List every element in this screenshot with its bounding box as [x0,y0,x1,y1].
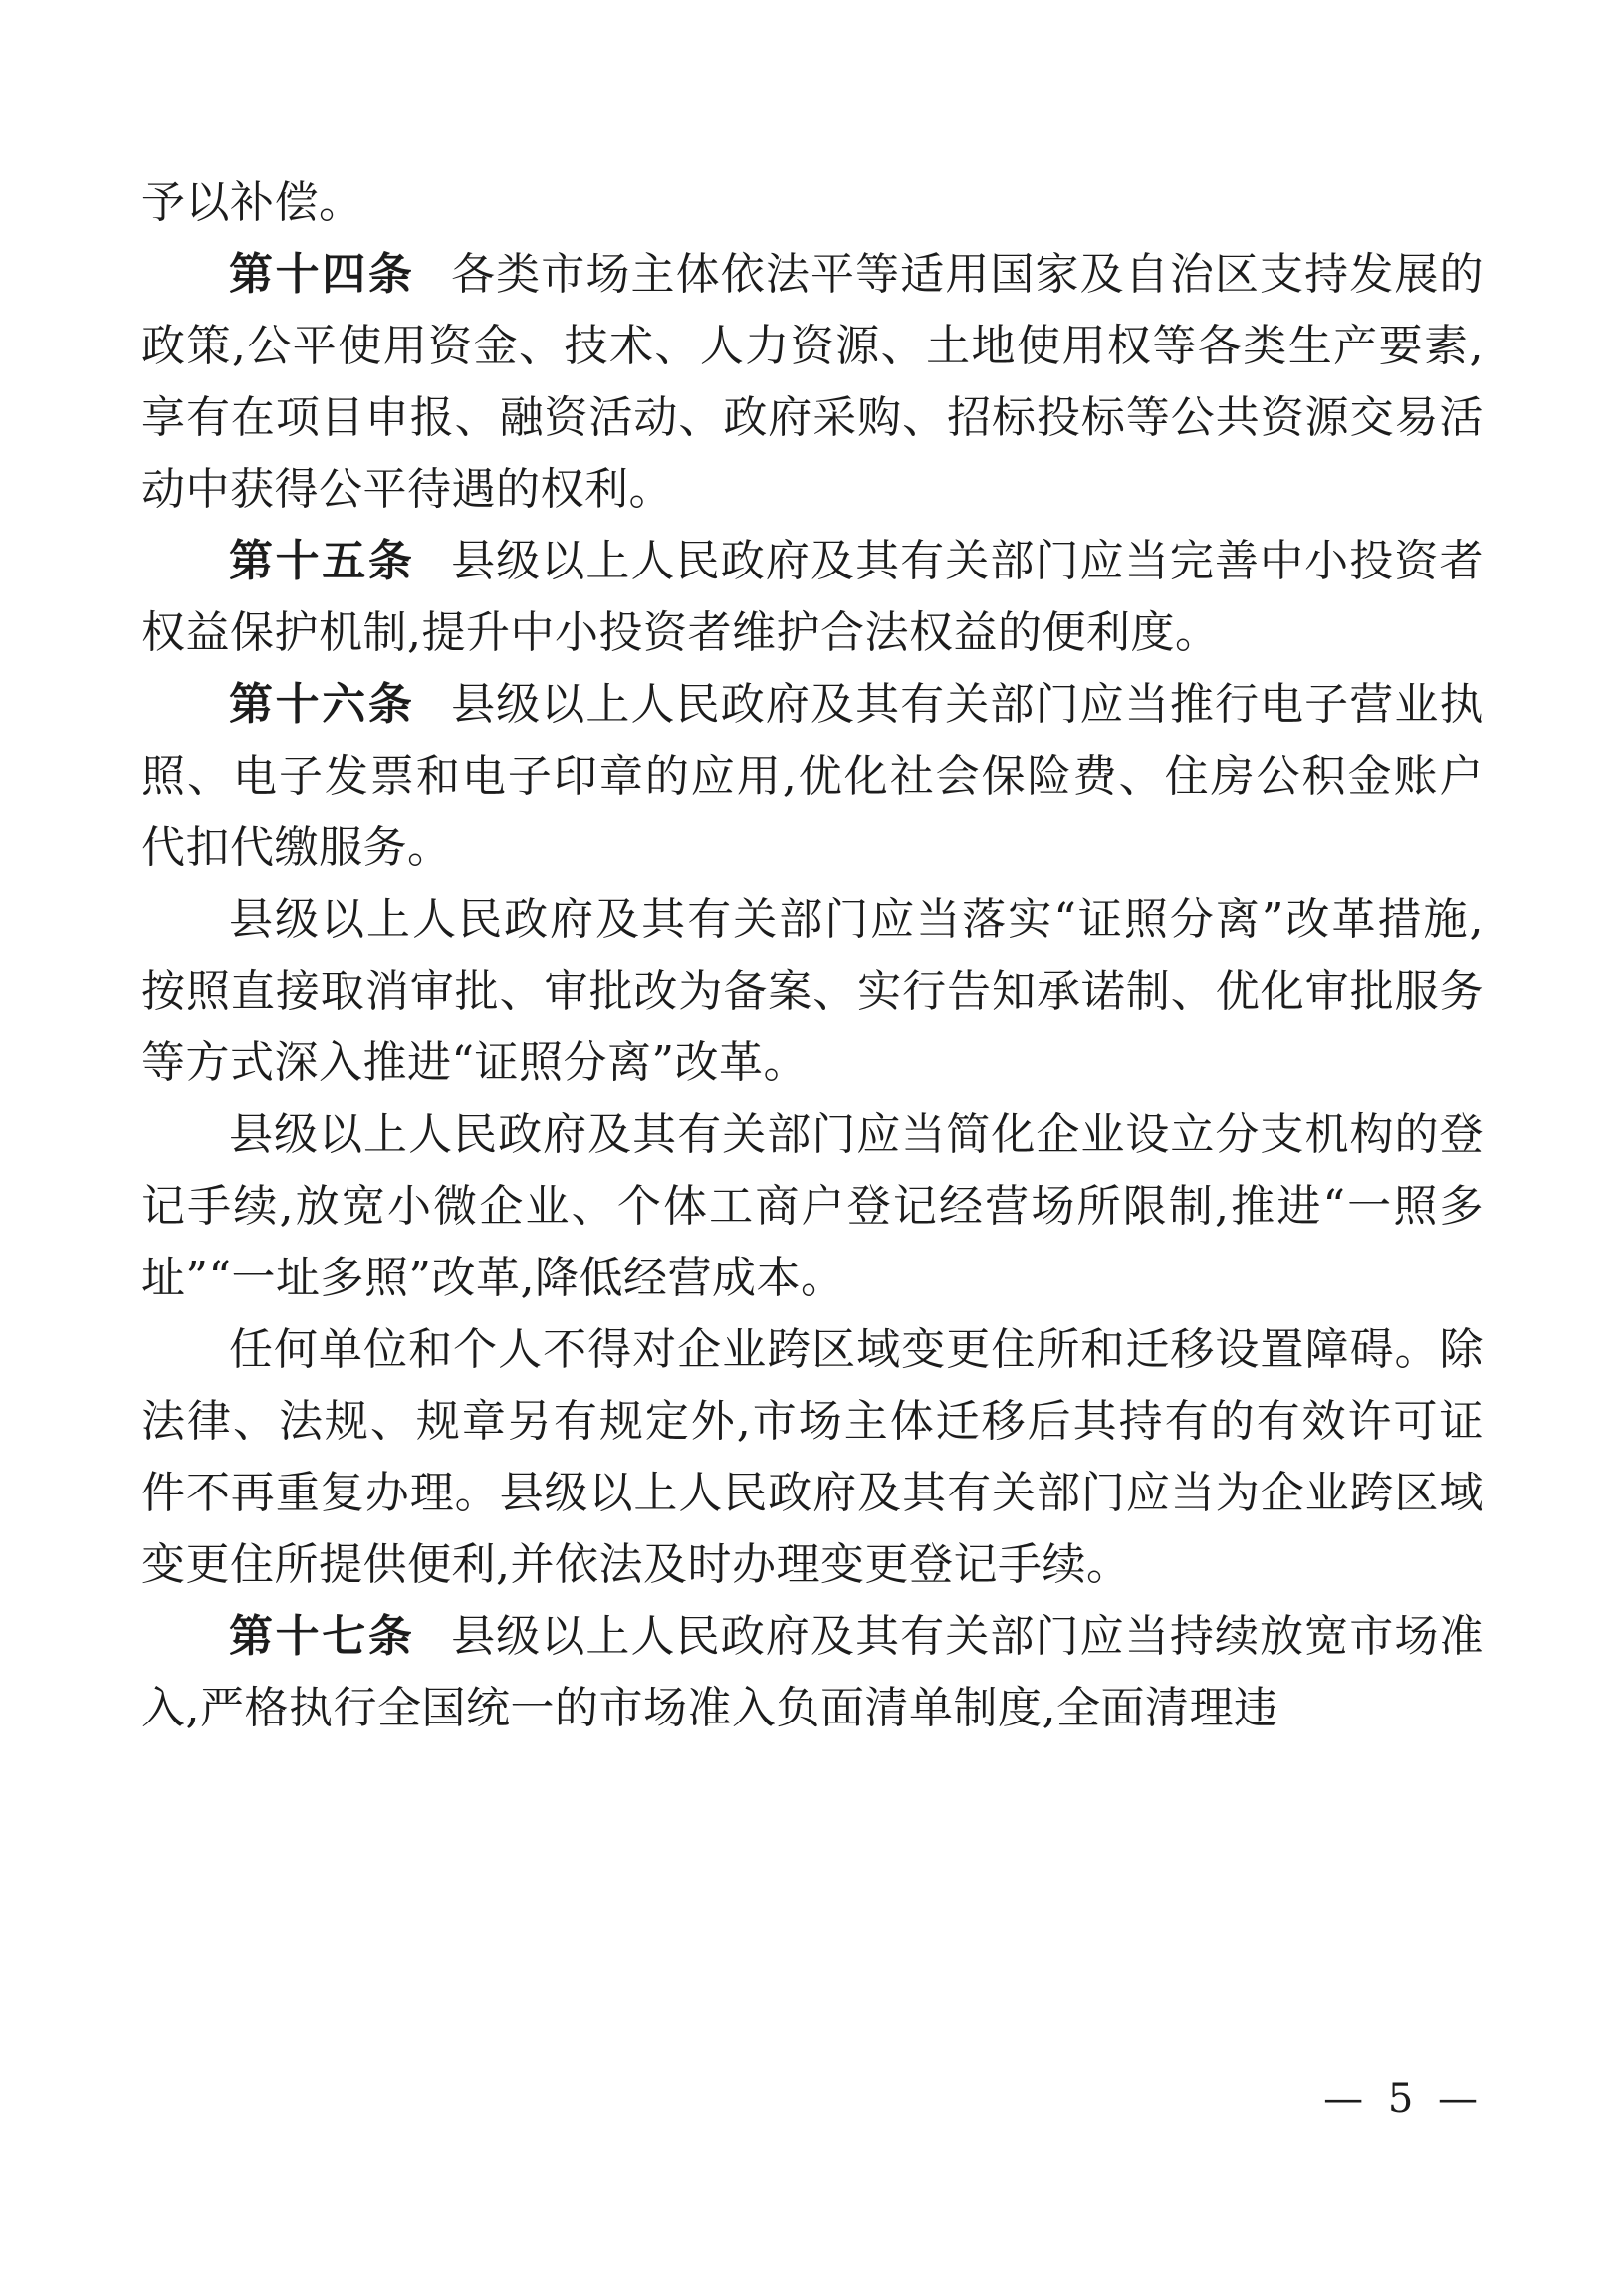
article-heading: 第十五条 [229,536,415,586]
article-heading: 第十七条 [229,1611,415,1662]
paragraph-p-article-14 [141,239,1484,526]
paragraph-text: 任何单位和个人不得对企业跨区域变更住所和迁移设置障碍。除法律、法规、规章另有规定外,市场主体迁移后其持有的有效许可证件不再重复办理。县级以上人民政府及其有关部门应当为企业跨区域变更住所提供便利,并依法及时办理变更登记手续。 [141,1324,1484,1590]
paragraph-text: 各类市场主体依法平等适用国家及自治区支持发展的政策,公平使用资金、技术、人力资源、土地使用权等各类生产要素,享有在项目申报、融资活动、政府采购、招标投标等公共资源交易活动中获得公平待遇的权利。 [141,249,1485,515]
article-heading: 第十六条 [229,679,415,730]
paragraph-p-article-16 [141,669,1484,884]
paragraph-text: 县级以上人民政府及其有关部门应当简化企业设立分支机构的登记手续,放宽小微企业、个体工商户登记经营场所限制,推进“一照多址”“一址多照”改革,降低经营成本。 [141,1109,1484,1303]
body-text-column [141,167,1484,1744]
paragraph-text: 予以补偿。 [141,177,363,228]
paragraph-p-article-16-3 [141,1099,1484,1314]
paragraph-p-article-16-4 [141,1314,1484,1601]
paragraph-p-continuation-compensation [141,167,1484,239]
paragraph-text: 县级以上人民政府及其有关部门应当落实“证照分离”改革措施,按照直接取消审批、审批改为备案、实行告知承诺制、优化审批服务等方式深入推进“证照分离”改革。 [141,894,1484,1088]
paragraph-p-article-16-2 [141,884,1484,1099]
page-number: — 5 — [1323,2076,1484,2122]
article-heading: 第十四条 [229,249,415,300]
paragraph-text: 县级以上人民政府及其有关部门应当完善中小投资者权益保护机制,提升中小投资者维护合法权益的便利度。 [141,536,1485,658]
paragraph-text: 县级以上人民政府及其有关部门应当推行电子营业执照、电子发票和电子印章的应用,优化社会保险费、住房公积金账户代扣代缴服务。 [141,679,1485,873]
paragraph-p-article-17 [141,1601,1484,1744]
paragraph-text: 县级以上人民政府及其有关部门应当持续放宽市场准入,严格执行全国统一的市场准入负面清单制度,全面清理违 [141,1611,1485,1733]
paragraph-p-article-15 [141,526,1484,669]
